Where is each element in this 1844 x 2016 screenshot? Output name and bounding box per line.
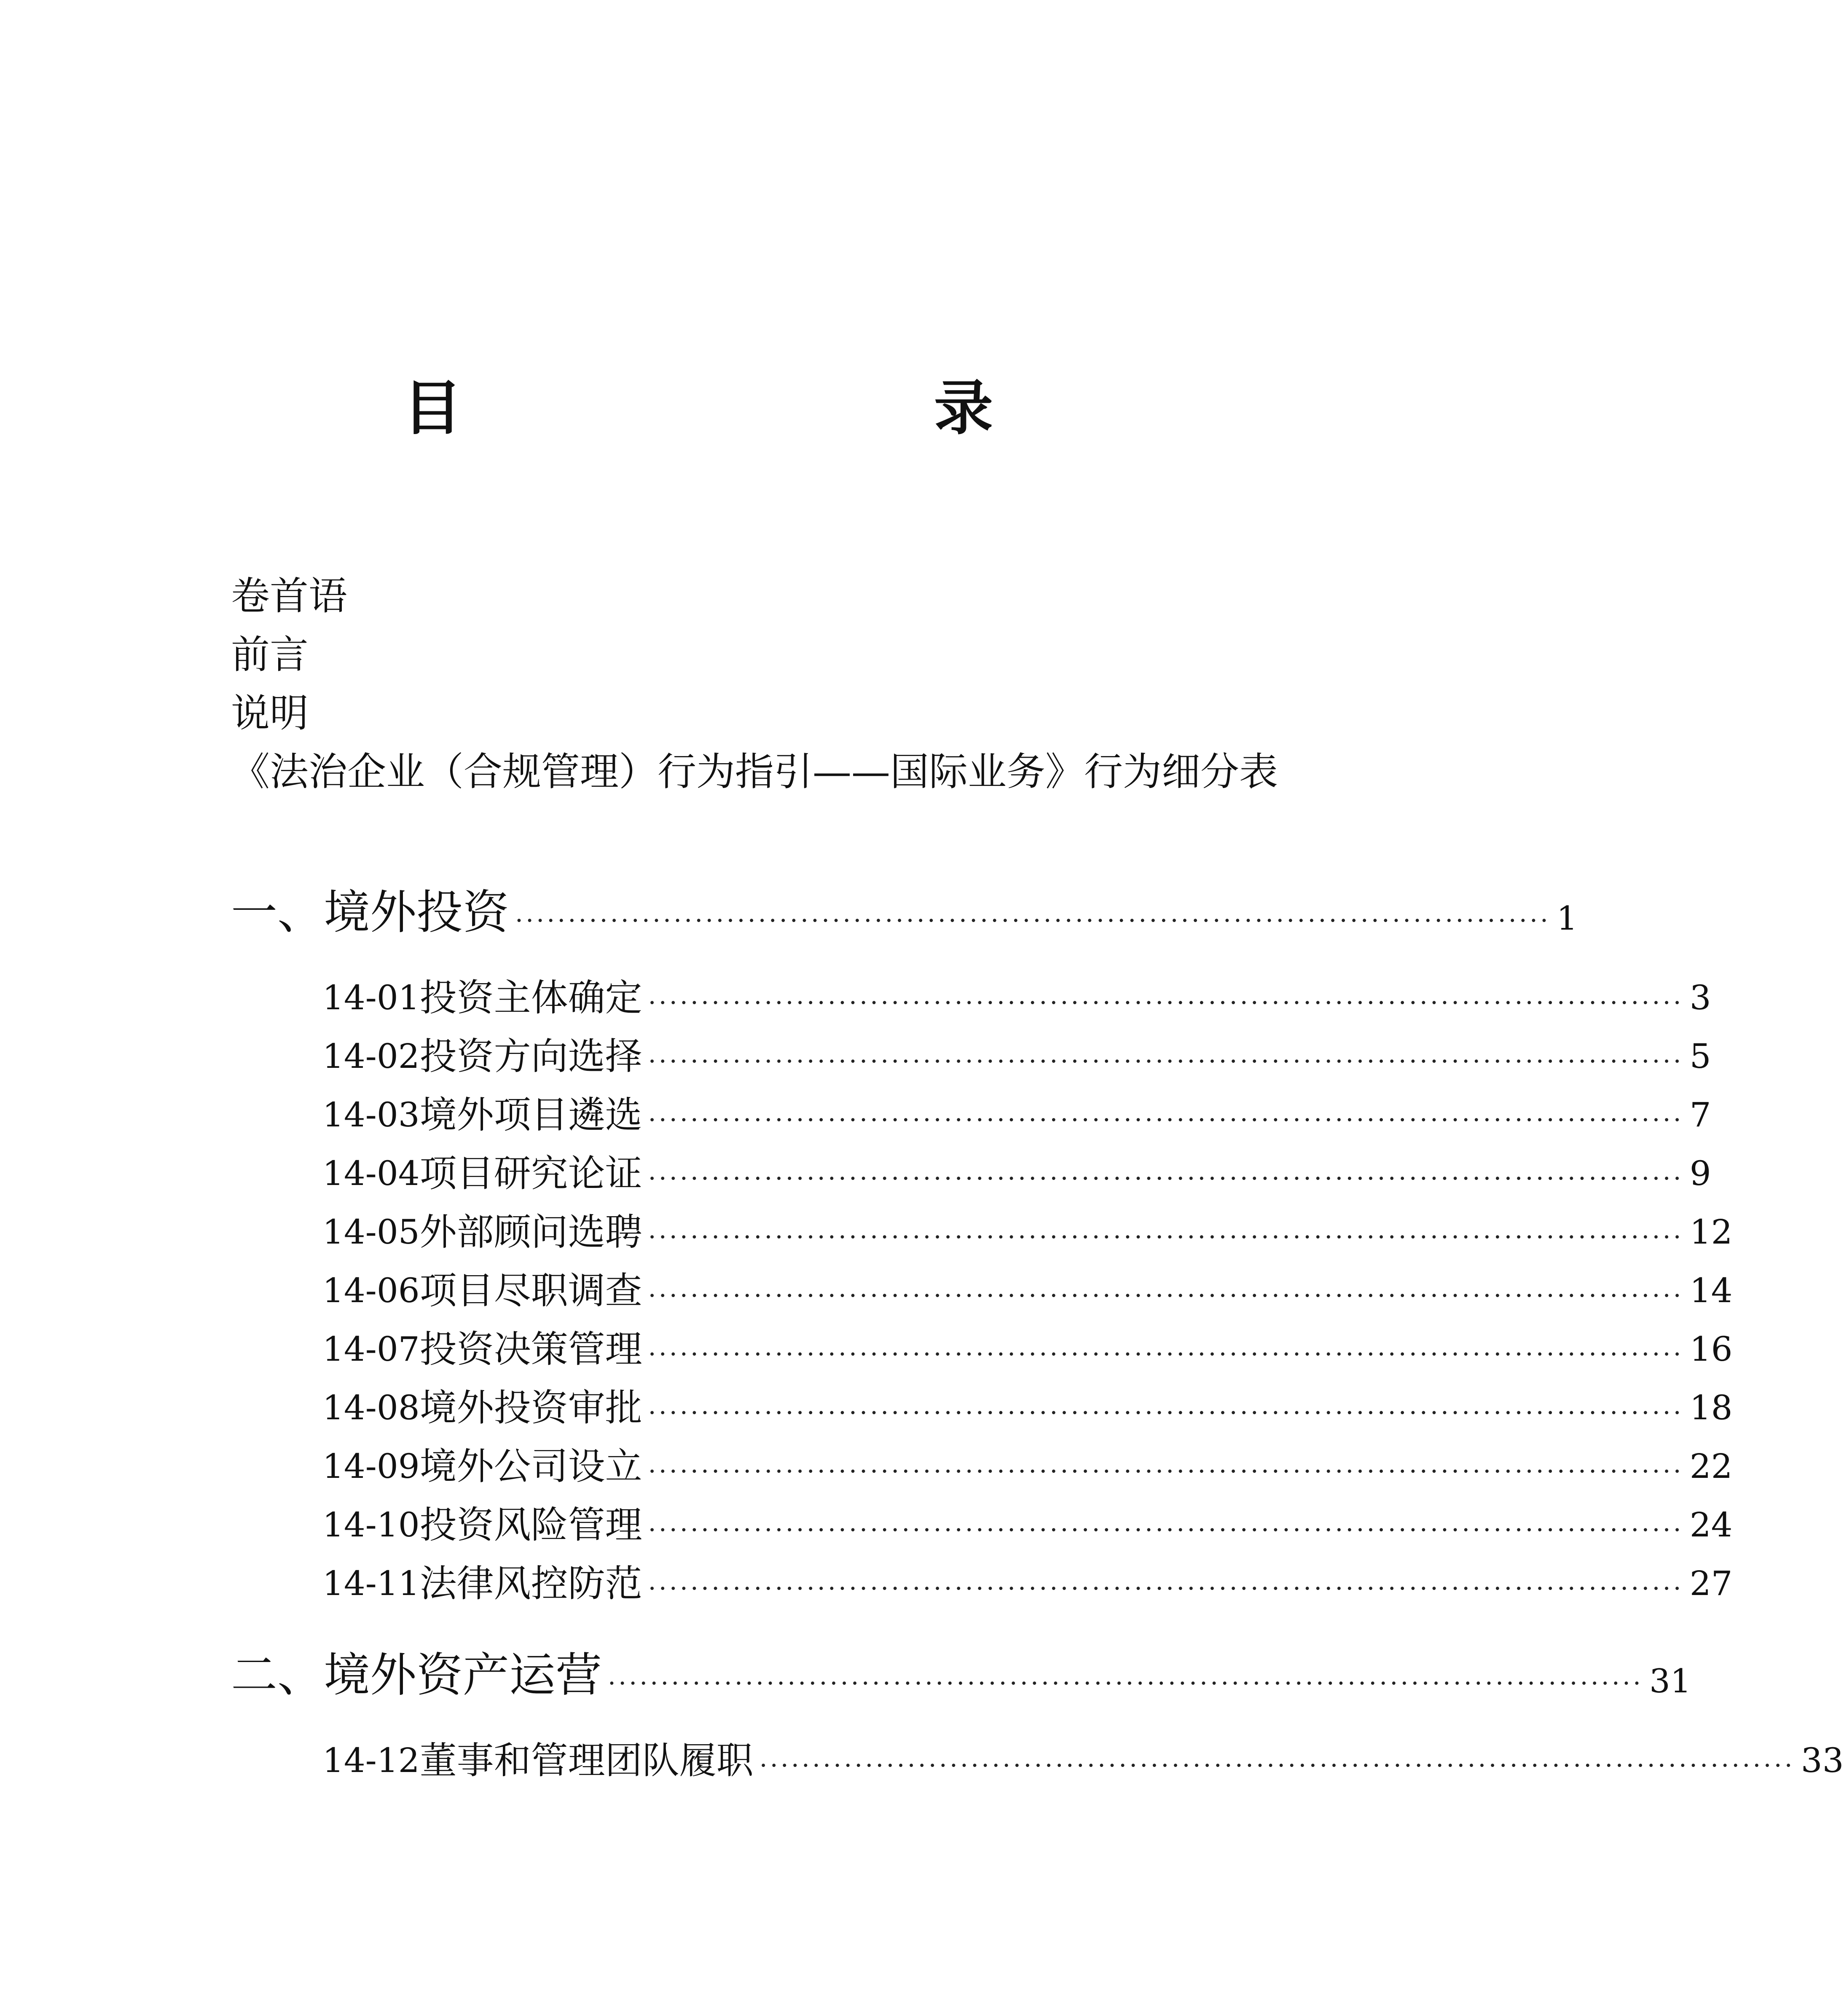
dot-leader: ·································································································· — [648, 1281, 1684, 1311]
entry-title: 外部顾问选聘 — [419, 1210, 642, 1254]
toc-entry[interactable] — [322, 1324, 1733, 1375]
toc-entry[interactable] — [322, 1090, 1711, 1140]
entry-code: 14-01 — [322, 978, 420, 1017]
entry-title: 项目尽职调查 — [419, 1269, 642, 1312]
entry-title: 法律风控防范 — [419, 1562, 642, 1605]
toc-entry[interactable] — [322, 1735, 1844, 1786]
entry-code: 14-03 — [322, 1095, 420, 1134]
section-title: 二、境外资产运营 — [231, 1648, 602, 1702]
dot-leader: ·································································································· — [648, 1398, 1684, 1428]
toc-entry[interactable] — [322, 1031, 1711, 1082]
toc-entry[interactable] — [322, 1383, 1733, 1433]
entry-page-number: 5 — [1689, 1037, 1711, 1076]
entry-page-number: 16 — [1689, 1330, 1733, 1369]
front-matter-item-foreword[interactable]: 前言 — [231, 632, 309, 677]
entry-page-number: 27 — [1689, 1564, 1733, 1603]
entry-code: 14-08 — [322, 1388, 420, 1427]
dot-leader: ·································································································· — [648, 1574, 1684, 1603]
entry-page-number: 22 — [1689, 1447, 1733, 1486]
entry-page-number: 24 — [1689, 1505, 1733, 1544]
entry-code: 14-02 — [322, 1037, 420, 1076]
entry-title: 董事和管理团队履职 — [419, 1739, 754, 1782]
entry-code: 14-10 — [322, 1505, 420, 1544]
dot-leader: ·································································································· — [648, 1457, 1684, 1486]
section-page-number: 1 — [1557, 900, 1578, 938]
entry-title: 境外公司设立 — [419, 1445, 642, 1488]
dot-leader: ·································································································· — [648, 1164, 1684, 1193]
entry-title: 投资方向选择 — [419, 1035, 642, 1078]
section-page-number: 31 — [1649, 1662, 1691, 1700]
toc-entry[interactable] — [322, 1207, 1733, 1257]
entry-page-number: 3 — [1689, 978, 1711, 1017]
entry-title: 境外项目遴选 — [419, 1093, 642, 1137]
dot-leader: ·································································································· — [759, 1751, 1795, 1780]
toc-entry[interactable] — [322, 973, 1711, 1023]
entry-title: 投资决策管理 — [419, 1327, 642, 1371]
front-matter-item-notes[interactable]: 说明 — [231, 691, 309, 736]
entry-code: 14-04 — [322, 1154, 420, 1193]
dot-leader: ·································································································· — [608, 1669, 1644, 1698]
dot-leader: ·································································································· — [648, 988, 1684, 1018]
entry-code: 14-11 — [322, 1564, 420, 1603]
toc-section-1[interactable] — [231, 883, 1578, 942]
entry-code: 14-06 — [322, 1271, 420, 1310]
toc-entry[interactable] — [322, 1441, 1733, 1492]
entry-title: 项目研究论证 — [419, 1152, 642, 1195]
entry-code: 14-07 — [322, 1330, 420, 1369]
entry-page-number: 33 — [1801, 1741, 1844, 1780]
front-matter-item-preface-words[interactable]: 卷首语 — [231, 574, 348, 619]
dot-leader: ·································································································· — [648, 1047, 1684, 1076]
toc-entry[interactable] — [322, 1265, 1733, 1316]
entry-code: 14-05 — [322, 1212, 420, 1252]
front-matter-item-behavior-table[interactable]: 《法治企业（合规管理）行为指引——国际业务》行为细分表 — [231, 749, 1278, 794]
entry-code: 14-09 — [322, 1447, 420, 1486]
entry-title: 投资风险管理 — [419, 1503, 642, 1547]
toc-section-2[interactable] — [231, 1646, 1691, 1705]
section-title: 一、境外投资 — [231, 885, 509, 939]
dot-leader: ·································································································· — [648, 1340, 1684, 1369]
toc-entry[interactable] — [322, 1148, 1711, 1199]
entry-page-number: 9 — [1689, 1154, 1711, 1193]
entry-page-number: 12 — [1689, 1212, 1733, 1252]
page-title: 目 录 — [403, 374, 1111, 443]
dot-leader: ·································································································· — [648, 1105, 1684, 1135]
front-matter-list — [231, 567, 1278, 801]
entry-title: 投资主体确定 — [419, 976, 642, 1019]
entry-page-number: 7 — [1689, 1095, 1711, 1134]
dot-leader: ·································································································· — [648, 1222, 1684, 1252]
entry-code: 14-12 — [322, 1741, 420, 1780]
entry-page-number: 18 — [1689, 1388, 1733, 1427]
dot-leader: ·································································································· — [648, 1515, 1684, 1545]
entry-page-number: 14 — [1689, 1271, 1733, 1310]
toc-entry[interactable] — [322, 1500, 1733, 1550]
toc-entry[interactable] — [322, 1558, 1733, 1609]
entry-title: 境外投资审批 — [419, 1386, 642, 1429]
dot-leader: ·································································································· — [515, 906, 1551, 936]
